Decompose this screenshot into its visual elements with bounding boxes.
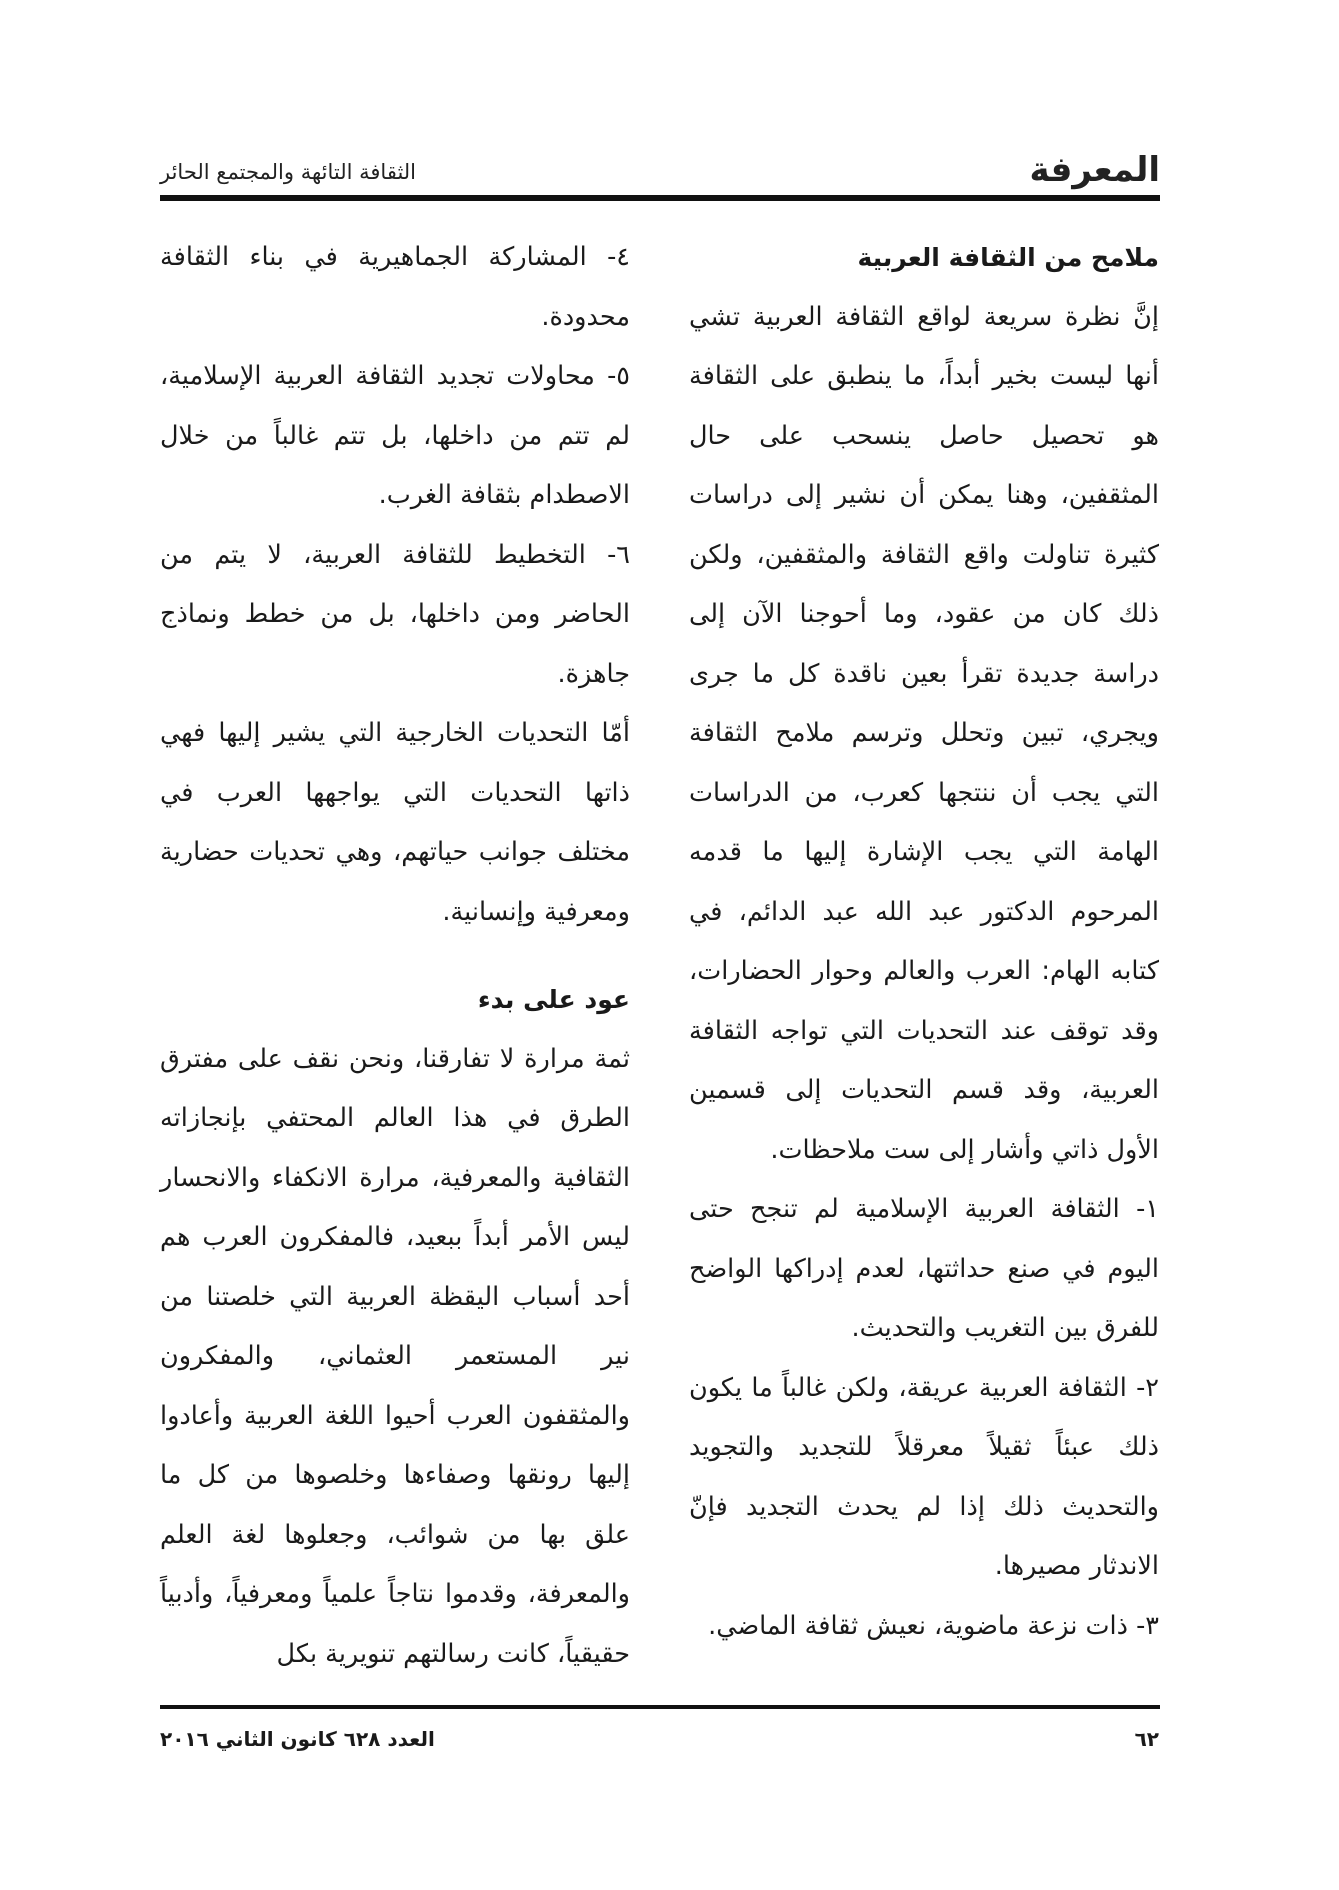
section-heading: عود على بدء [477, 985, 630, 1014]
paragraph: إنَّ نظرة سريعة لواقع الثقافة العربية تشي أنها ليست بخير أبداً، ما ينطبق على الثقافة هو تحصيل حاصل ينسحب على حال المثقفين، وهنا يمكن أن نشير إلى دراسات كثيرة تناولت واقع الثقافة والمثقفين، ولكن ذلك كان من عقود، وما أحوجنا الآن إلى دراسة جديدة تقرأ بعين ناقدة كل ما جرى ويجري، تبين وتحلل وترسم ملامح الثقافة التي يجب أن ننتجها كعرب، من الدراسات الهامة التي يجب الإشارة إليها ما قدمه المرحوم الدكتور عبد الله عبد الدائم، في كتابه الهام: العرب والعالم وحوار الحضارات، وقد توقف عند التحديات التي تواجه الثقافة العربية، وقد قسم التحديات إلى قسمين الأول ذاتي وأشار إلى ست ملاحظات. [689, 301, 1159, 1165]
paragraph: ٥- محاولات تجديد الثقافة العربية الإسلامية، لم تتم من داخلها، بل تتم غالباً من خلال الاصطدام بثقافة الغرب. [160, 361, 630, 510]
paragraph: ثمة مرارة لا تفارقنا، ونحن نقف على مفترق الطرق في هذا العالم المحتفي بإنجازاته الثقافية والمعرفية، مرارة الانكفاء والانحسار ليس الأمر أبداً ببعيد، فالمفكرون العرب هم أحد أسباب اليقظة العربية التي خلصتنا من نير المستعمر العثماني، والمفكرون والمثقفون العرب أحيوا اللغة العربية وأعادوا إليها رونقها وصفاءها وخلصوها من كل ما علق بها من شوائب، وجعلوها لغة العلم والمعرفة، وقدموا نتاجاً علمياً ومعرفياً، وأدبياً حقيقياً، كانت رسالتهم تنويرية بكل [160, 1043, 630, 1669]
right-column [689, 228, 1159, 1656]
paragraph: ١- الثقافة العربية الإسلامية لم تنجح حتى اليوم في صنع حداثتها، لعدم إدراكها الواضح للفرق بين التغريب والتحديث. [689, 1194, 1159, 1343]
page-number: ٦٢ [1134, 1727, 1159, 1751]
paragraph: ٢- الثقافة العربية عريقة، ولكن غالباً ما يكون ذلك عبئاً ثقيلاً معرقلاً للتجديد والتجويد والتحديث ذلك إذا لم يحدث التجديد فإنّ الاندثار مصيرها. [689, 1372, 1159, 1581]
section-heading: ملامح من الثقافة العربية [857, 243, 1159, 272]
running-title: الثقافة التائهة والمجتمع الحائر [160, 160, 417, 184]
paragraph: ٤- المشاركة الجماهيرية في بناء الثقافة محدودة. [160, 242, 630, 332]
left-column [160, 228, 630, 1684]
paragraph: ٦- التخطيط للثقافة العربية، لا يتم من الحاضر ومن داخلها، بل من خطط ونماذج جاهزة. [160, 539, 630, 689]
magazine-logo: المعرفة [1029, 150, 1160, 190]
paragraph: أمّا التحديات الخارجية التي يشير إليها فهي ذاتها التحديات التي يواجهها العرب في مختلف جوانب حياتهم، وهي تحديات حضارية ومعرفية وإنسانية. [160, 718, 630, 927]
paragraph: ٣- ذات نزعة ماضوية، نعيش ثقافة الماضي. [708, 1610, 1159, 1641]
issue-info: العدد ٦٢٨ كانون الثاني ٢٠١٦ [160, 1727, 435, 1751]
footer-rule [160, 1705, 1160, 1709]
spacer [160, 942, 630, 970]
page-header [160, 150, 1160, 201]
